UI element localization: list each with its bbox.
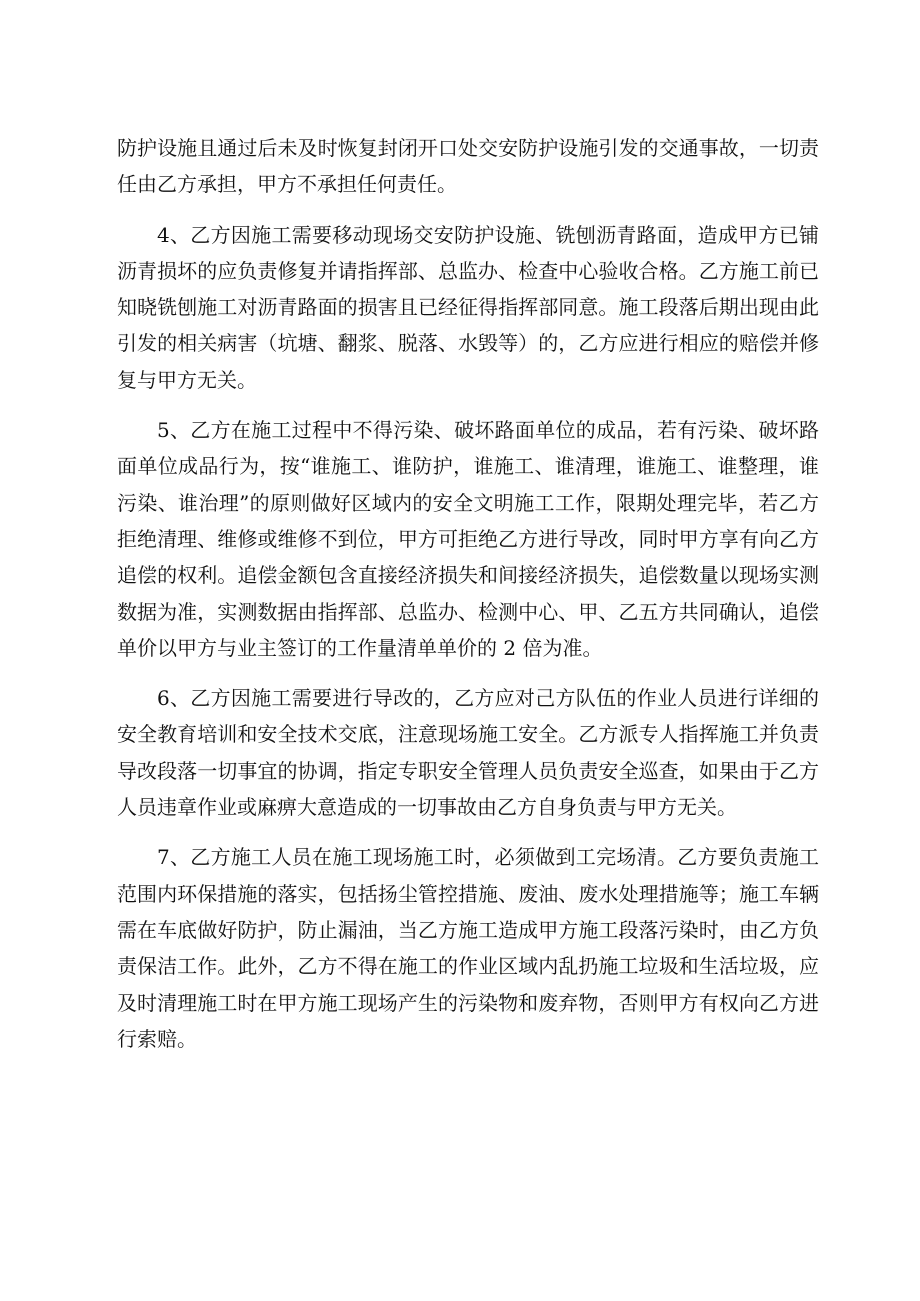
paragraph-clause-7: 7、乙方施工人员在施工现场施工时，必须做到工完场清。乙方要负责施工范围内环保措施的落实，包括扬尘管控措施、废油、废水处理措施等；施工车辆需在车底做好防护，防止漏油，当乙方施工造成甲方施工段落污染时，由乙方负责保洁工作。此外，乙方不得在施工的作业区域内乱扔施工垃圾和生活垃圾，应及时清理施工时在甲方施工现场产生的污染物和废弃物，否则甲方有权向乙方进行索赔。	[117, 845, 819, 1051]
paragraph-clause-6: 6、乙方因施工需要进行导改的，乙方应对己方队伍的作业人员进行详细的安全教育培训和安全技术交底，注意现场施工安全。乙方派专人指挥施工并负责导改段落一切事宜的协调，指定专职安全管理人员负责安全巡查，如果由于乙方人员违章作业或麻痹大意造成的一切事故由乙方自身负责与甲方无关。	[117, 686, 819, 820]
paragraph-clause-5: 5、乙方在施工过程中不得污染、破坏路面单位的成品，若有污染、破坏路面单位成品行为，按“谁施工、谁防护，谁施工、谁清理，谁施工、谁整理，谁污染、谁治理”的原则做好区域内的安全文明施工工作，限期处理完毕，若乙方拒绝清理、维修或维修不到位，甲方可拒绝乙方进行导改，同时甲方享有向乙方追偿的权利。追偿金额包含直接经济损失和间接经济损失，追偿数量以现场实测数据为准，实测数据由指挥部、总监办、检测中心、甲、乙五方共同确认，追偿单价以甲方与业主签订的工作量清单单价的 2 倍为准。	[117, 418, 819, 660]
document-body	[117, 130, 819, 1057]
paragraph-continuation: 防护设施且通过后未及时恢复封闭开口处交安防护设施引发的交通事故，一切责任由乙方承担，甲方不承担任何责任。	[117, 136, 819, 197]
paragraph-clause-4: 4、乙方因施工需要移动现场交安防护设施、铣刨沥青路面，造成甲方已铺沥青损坏的应负责修复并请指挥部、总监办、检查中心验收合格。乙方施工前已知晓铣刨施工对沥青路面的损害且已经征得指挥部同意。施工段落后期出现由此引发的相关病害（坑塘、翻浆、脱落、水毁等）的，乙方应进行相应的赔偿并修复与甲方无关。	[117, 222, 819, 392]
